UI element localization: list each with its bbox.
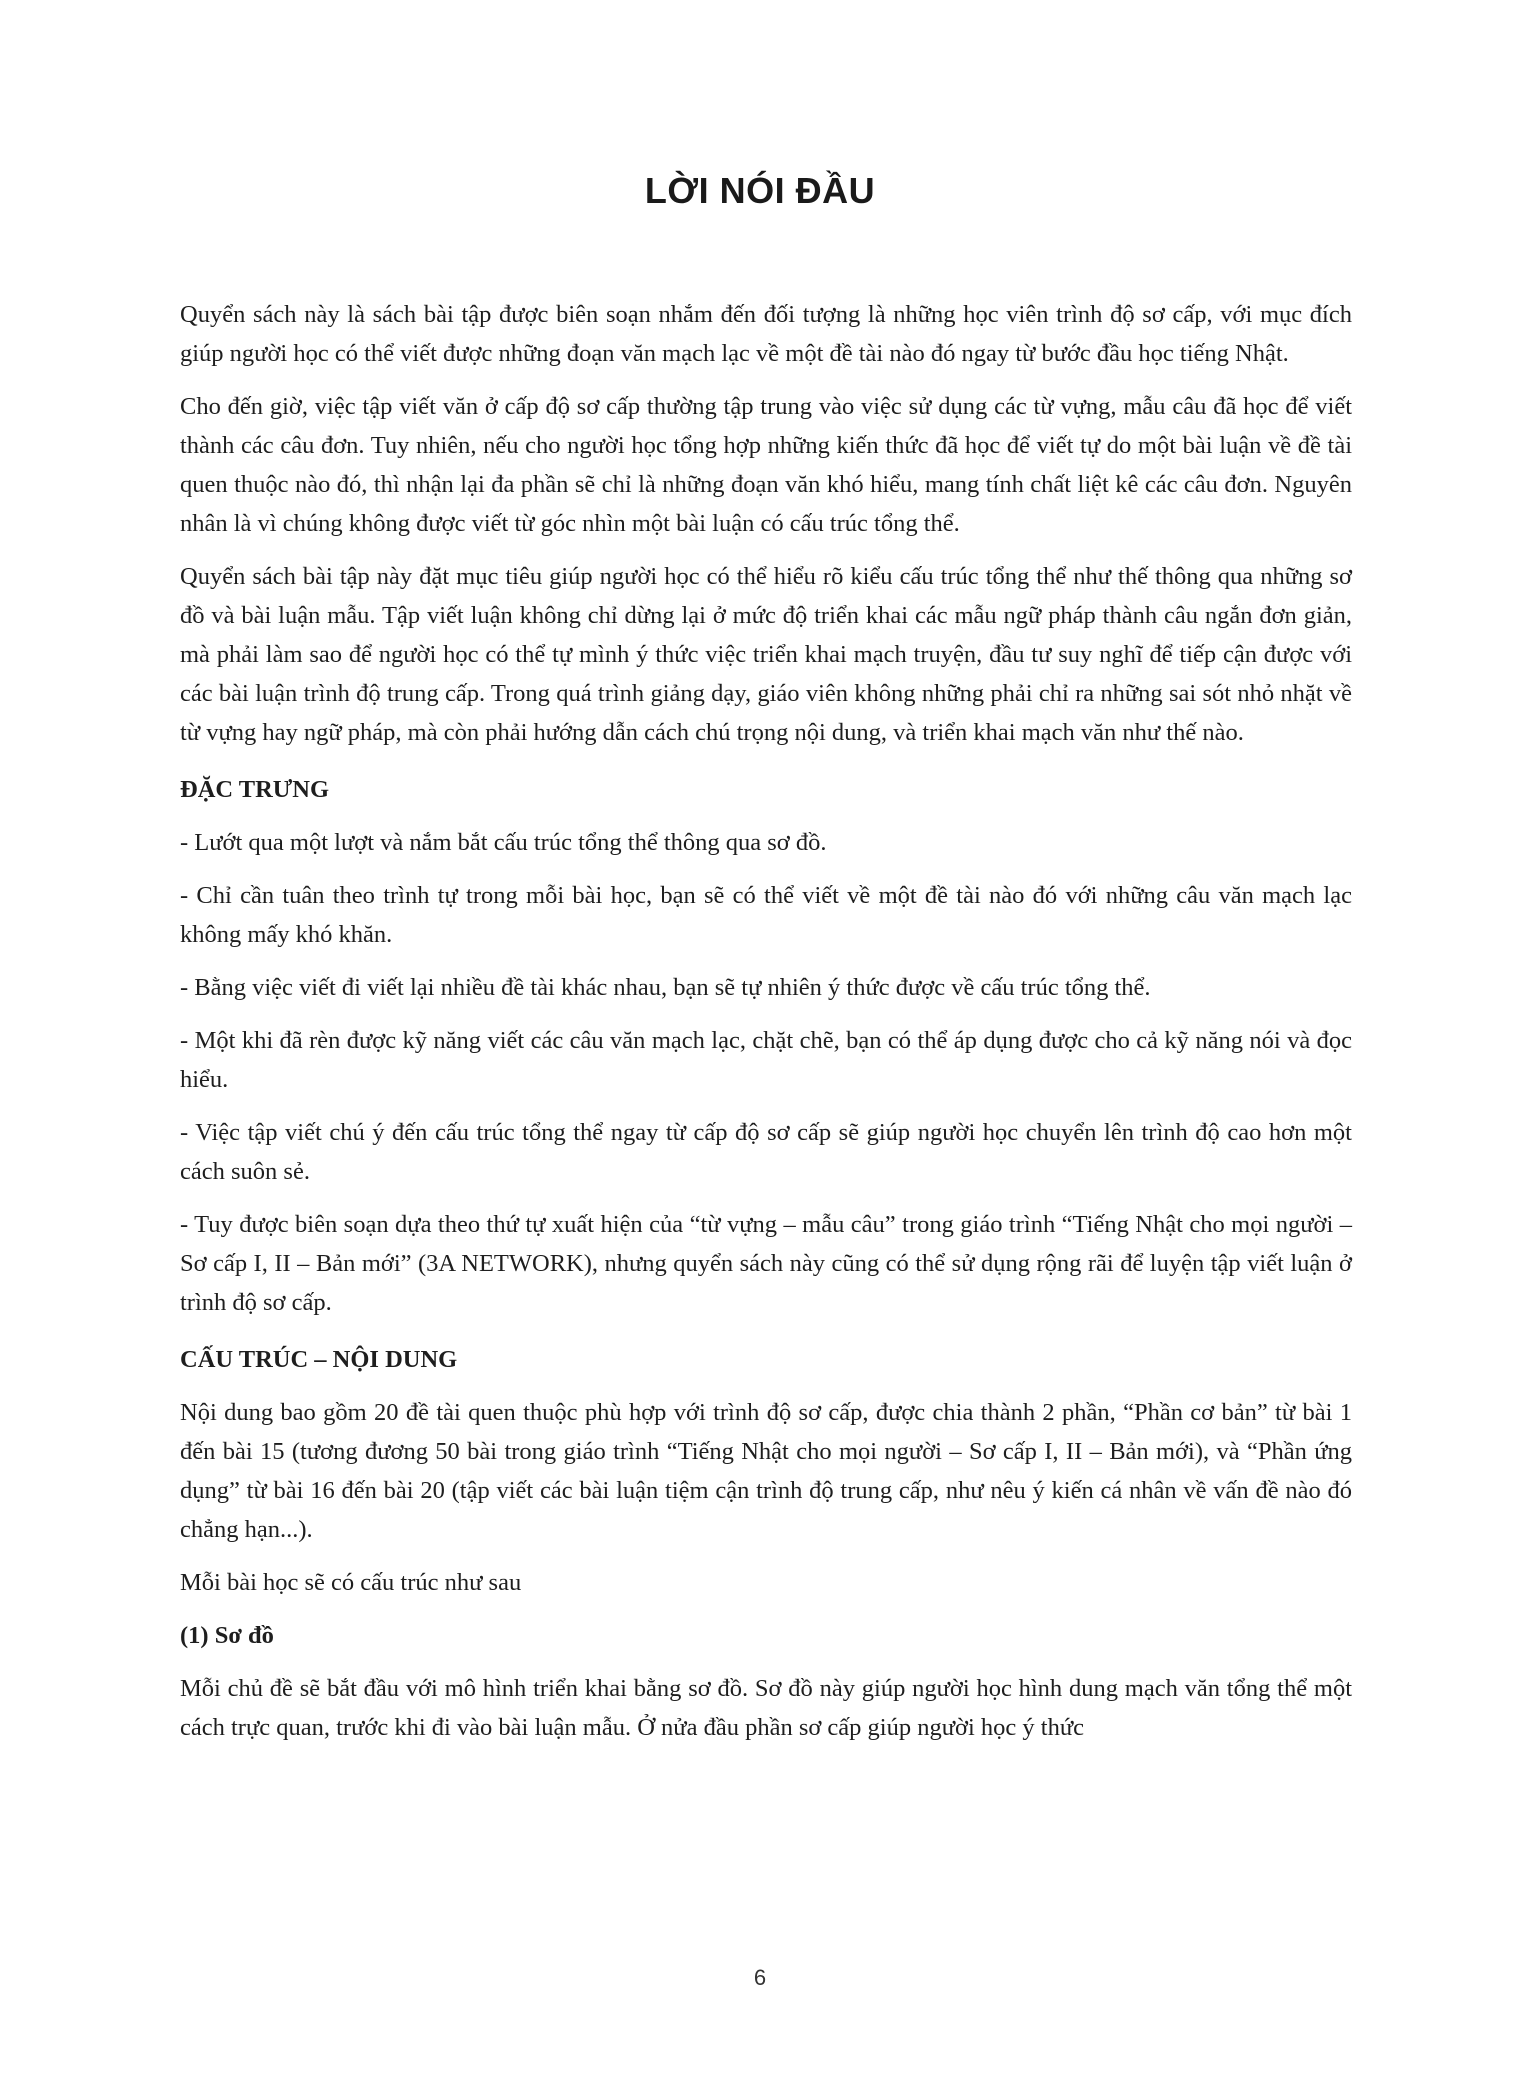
- feature-item: - Bằng việc viết đi viết lại nhiều đề tài khác nhau, bạn sẽ tự nhiên ý thức được về cấu trúc tổng thể.: [180, 974, 1151, 1001]
- structure-subheading: (1) Sơ đồ: [180, 1622, 274, 1649]
- page-number: 6: [753, 1965, 767, 1990]
- feature-item: - Lướt qua một lượt và nắm bắt cấu trúc tổng thể thông qua sơ đồ.: [180, 829, 827, 856]
- feature-item: - Việc tập viết chú ý đến cấu trúc tổng thể ngay từ cấp độ sơ cấp sẽ giúp người học chuyển lên trình độ cao hơn một cách suôn sẻ.: [180, 1119, 1352, 1185]
- structure-heading: CẤU TRÚC – NỘI DUNG: [180, 1346, 458, 1373]
- feature-item: - Chỉ cần tuân theo trình tự trong mỗi bài học, bạn sẽ có thể viết về một đề tài nào đó với những câu văn mạch lạc không mấy khó khăn.: [180, 882, 1352, 948]
- features-list: [180, 823, 1352, 1322]
- structure-paragraph-3: Mỗi chủ đề sẽ bắt đầu với mô hình triển khai bằng sơ đồ. Sơ đồ này giúp người học hình dung mạch văn tổng thể một cách trực quan, trước khi đi vào bài luận mẫu. Ở nửa đầu phần sơ cấp giúp người học ý thức: [180, 1675, 1352, 1741]
- structure-paragraph-1: Nội dung bao gồm 20 đề tài quen thuộc phù hợp với trình độ sơ cấp, được chia thành 2 phần, “Phần cơ bản” từ bài 1 đến bài 15 (tương đương 50 bài trong giáo trình “Tiếng Nhật cho mọi người – Sơ cấp I, II – Bản mới), và “Phần ứng dụng” từ bài 16 đến bài 20 (tập viết các bài luận tiệm cận trình độ trung cấp, như nêu ý kiến cá nhân về vấn đề nào đó chẳng hạn...).: [180, 1399, 1352, 1543]
- page-content: [180, 295, 1352, 1761]
- intro-paragraph-3: Quyển sách bài tập này đặt mục tiêu giúp người học có thể hiểu rõ kiểu cấu trúc tổng thể như thế thông qua những sơ đồ và bài luận mẫu. Tập viết luận không chỉ dừng lại ở mức độ triển khai các mẫu ngữ pháp thành câu ngắn đơn giản, mà phải làm sao để người học có thể tự mình ý thức việc triển khai mạch truyện, đầu tư suy nghĩ để tiếp cận được với các bài luận trình độ trung cấp. Trong quá trình giảng dạy, giáo viên không những phải chỉ ra những sai sót nhỏ nhặt về từ vựng hay ngữ pháp, mà còn phải hướng dẫn cách chú trọng nội dung, và triển khai mạch văn như thế nào.: [180, 563, 1352, 746]
- feature-item: - Tuy được biên soạn dựa theo thứ tự xuất hiện của “từ vựng – mẫu câu” trong giáo trình “Tiếng Nhật cho mọi người – Sơ cấp I, II – Bản mới” (3A NETWORK), nhưng quyển sách này cũng có thể sử dụng rộng rãi để luyện tập viết luận ở trình độ sơ cấp.: [180, 1211, 1352, 1316]
- structure-paragraph-2: Mỗi bài học sẽ có cấu trúc như sau: [180, 1569, 522, 1596]
- page-title: LỜI NÓI ĐẦU: [644, 170, 876, 211]
- feature-item: - Một khi đã rèn được kỹ năng viết các câu văn mạch lạc, chặt chẽ, bạn có thể áp dụng được cho cả kỹ năng nói và đọc hiểu.: [180, 1027, 1352, 1093]
- intro-paragraph-2: Cho đến giờ, việc tập viết văn ở cấp độ sơ cấp thường tập trung vào việc sử dụng các từ vựng, mẫu câu đã học để viết thành các câu đơn. Tuy nhiên, nếu cho người học tổng hợp những kiến thức đã học để viết tự do một bài luận về đề tài quen thuộc nào đó, thì nhận lại đa phần sẽ chỉ là những đoạn văn khó hiểu, mang tính chất liệt kê các câu đơn. Nguyên nhân là vì chúng không được viết từ góc nhìn một bài luận có cấu trúc tổng thể.: [180, 393, 1352, 537]
- intro-paragraph-1: Quyển sách này là sách bài tập được biên soạn nhắm đến đối tượng là những học viên trình độ sơ cấp, với mục đích giúp người học có thể viết được những đoạn văn mạch lạc về một đề tài nào đó ngay từ bước đầu học tiếng Nhật.: [180, 301, 1352, 367]
- features-heading: ĐẶC TRƯNG: [180, 776, 330, 803]
